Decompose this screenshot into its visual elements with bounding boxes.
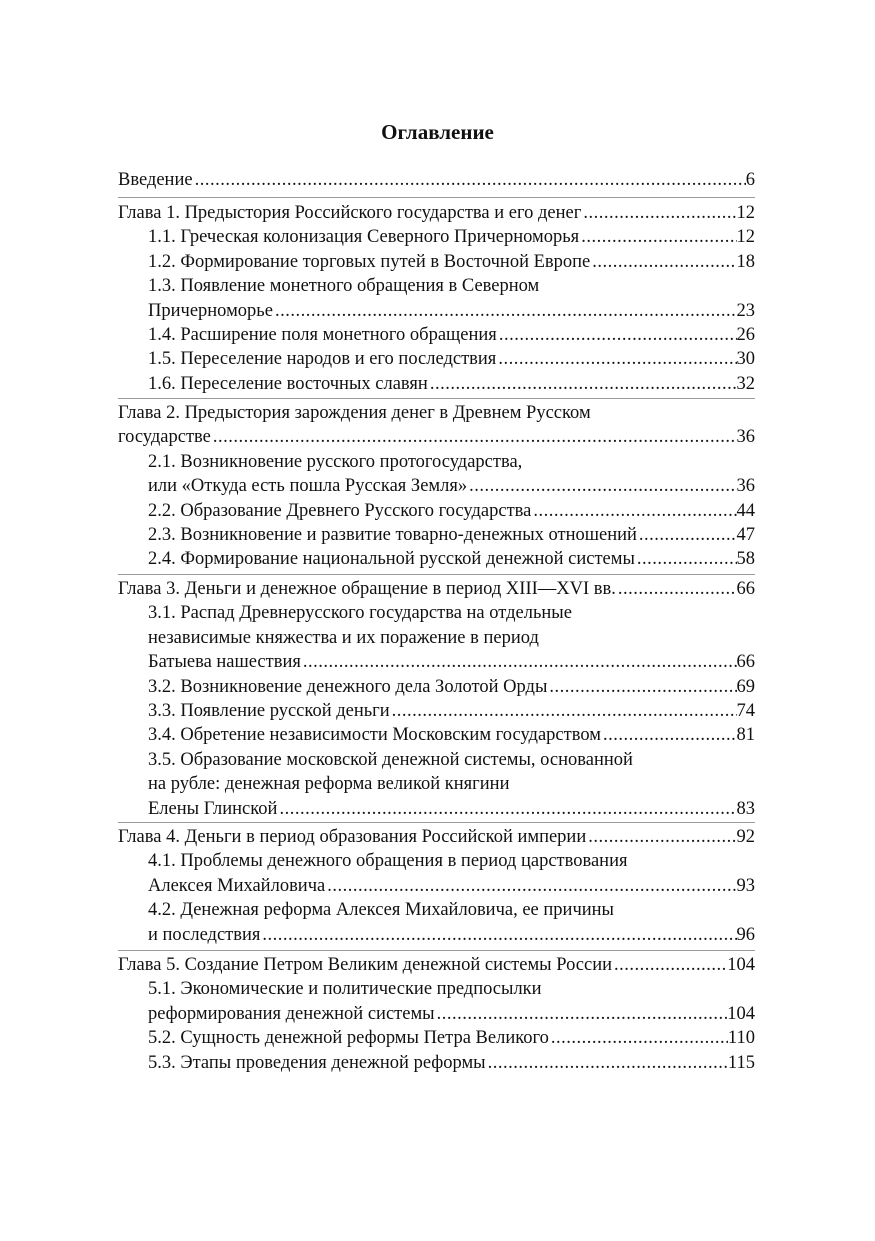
section-divider: [118, 197, 755, 198]
toc-entry-3-2[interactable]: 3.2. Возникновение денежного дела Золотой Орды ..... 69: [118, 675, 755, 699]
page-number: 44: [736, 500, 755, 521]
section-divider: [118, 398, 755, 399]
page-number: 6: [745, 170, 755, 190]
page-number: 110: [727, 1028, 755, 1049]
page-title: Оглавление: [381, 120, 494, 144]
page-number: 12: [736, 227, 755, 248]
toc-entry-3-5[interactable]: 3.5. Образование московской денежной системы, основанной на рубле: денежная реформа великой княгини Елены Глинской ..... 83: [118, 748, 755, 821]
page-number: 32: [736, 373, 755, 394]
toc-entry-4-2[interactable]: 4.2. Денежная реформа Алексея Михайловича, ее причины и последствия ..... 96: [118, 898, 755, 947]
toc-entry-2-3[interactable]: 2.3. Возникновение и развитие товарно-денежных отношений ..... 47: [118, 523, 755, 547]
page-number: 66: [736, 579, 755, 599]
toc-intro: [118, 168, 755, 192]
page-number: 104: [727, 955, 755, 975]
toc-entry-chapter-3[interactable]: Глава 3. Деньги и денежное обращение в период XIII—XVI вв. ..... 66: [118, 577, 755, 601]
toc-entry-1-6[interactable]: 1.6. Переселение восточных славян ..... 32: [118, 372, 755, 396]
toc-chapter-4: [118, 825, 755, 947]
toc-entry-chapter-2[interactable]: Глава 2. Предыстория зарождения денег в Древнем Русском государстве ..... 36: [118, 401, 755, 450]
page-number: 36: [736, 476, 755, 497]
page-number: 47: [736, 525, 755, 546]
toc-entry-2-4[interactable]: 2.4. Формирование национальной русской денежной системы ..... 58: [118, 547, 755, 571]
section-divider: [118, 574, 755, 575]
page-number: 83: [736, 798, 755, 819]
page-number: 30: [736, 349, 755, 370]
page-number: 18: [736, 251, 755, 272]
toc-entry-2-2[interactable]: 2.2. Образование Древнего Русского государства ..... 44: [118, 499, 755, 523]
toc-entry-5-2[interactable]: 5.2. Сущность денежной реформы Петра Великого ..... 110: [118, 1026, 755, 1050]
page-number: 26: [736, 325, 755, 346]
toc-entry-1-2[interactable]: 1.2. Формирование торговых путей в Восточной Европе ..... 18: [118, 250, 755, 274]
toc-entry-chapter-4[interactable]: Глава 4. Деньги в период образования Российской империи ..... 92: [118, 825, 755, 849]
toc-entry-4-1[interactable]: 4.1. Проблемы денежного обращения в период царствования Алексея Михайловича ..... 93: [118, 849, 755, 898]
toc-chapter-2: [118, 401, 755, 572]
toc-entry-1-5[interactable]: 1.5. Переселение народов и его последствия ..... 30: [118, 347, 755, 371]
toc-entry-1-4[interactable]: 1.4. Расширение поля монетного обращения ..... 26: [118, 323, 755, 347]
toc-entry-3-3[interactable]: 3.3. Появление русской деньги ..... 74: [118, 699, 755, 723]
toc-entry-1-3[interactable]: 1.3. Появление монетного обращения в Северном Причерноморье ..... 23: [118, 274, 755, 323]
toc-entry-3-1[interactable]: 3.1. Распад Древнерусского государства на отдельные независимые княжества и их поражение в период Батыева нашествия ..... 66: [118, 601, 755, 674]
page-number: 96: [736, 924, 755, 945]
page-number: 36: [736, 427, 755, 448]
toc-entry-intro[interactable]: Введение ..... 6: [118, 168, 755, 192]
page-number: 58: [736, 549, 755, 570]
toc-entry-3-4[interactable]: 3.4. Обретение независимости Московским государством ..... 81: [118, 723, 755, 747]
page-number: 12: [736, 203, 755, 223]
toc-chapter-1: [118, 201, 755, 396]
page-number: 66: [736, 652, 755, 673]
page-number: 69: [736, 676, 755, 697]
toc-entry-chapter-5[interactable]: Глава 5. Создание Петром Великим денежной системы России ..... 104: [118, 953, 755, 977]
toc-entry-5-3[interactable]: 5.3. Этапы проведения денежной реформы ..... 115: [118, 1051, 755, 1075]
toc-entry-chapter-1[interactable]: Глава 1. Предыстория Российского государства и его денег ..... 12: [118, 201, 755, 225]
page-number: 104: [727, 1003, 755, 1024]
toc-entry-5-1[interactable]: 5.1. Экономические и политические предпосылки реформирования денежной системы ..... 104: [118, 977, 755, 1026]
section-divider: [118, 822, 755, 823]
toc-chapter-5: [118, 953, 755, 1075]
page-number: 93: [736, 875, 755, 896]
section-divider: [118, 950, 755, 951]
toc-entry-1-1[interactable]: 1.1. Греческая колонизация Северного Причерноморья ..... 12: [118, 225, 755, 249]
toc-entry-2-1[interactable]: 2.1. Возникновение русского протогосударства, или «Откуда есть пошла Русская Земля» ..... 36: [118, 450, 755, 499]
page-number: 74: [736, 701, 755, 722]
page-number: 81: [736, 725, 755, 746]
page-number: 92: [736, 827, 755, 847]
page-number: 23: [736, 300, 755, 321]
toc-chapter-3: [118, 577, 755, 821]
page-number: 115: [727, 1052, 755, 1073]
